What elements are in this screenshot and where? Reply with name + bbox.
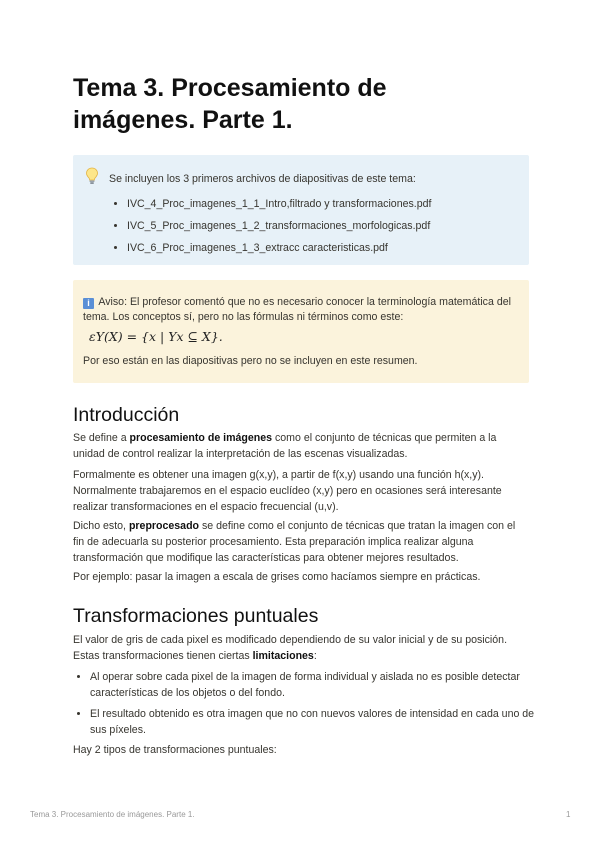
intro-p1-after: como el conjunto de técnicas que permiten a la unidad de control realizar la interpretación de las escenas visualizadas. xyxy=(73,432,497,460)
intro-heading: Introducción xyxy=(73,404,180,426)
lightbulb-icon xyxy=(85,167,99,185)
limitations-list xyxy=(73,669,546,743)
notice-text-body: Aviso: El profesor comentó que no es necesario conocer la terminología matemática del tema. Los conceptos sí, pero no las fórmulas ni términos como este: xyxy=(83,296,511,323)
info-icon: i xyxy=(83,298,94,309)
notice-footer: Por eso están en las diapositivas pero no se incluyen en este resumen. xyxy=(83,355,418,367)
list-item: • Al operar sobre cada pixel de la imagen de forma individual y aislada no es posible detectar características de los objetos o del fondo. xyxy=(90,669,546,701)
point-paragraph-2: Hay 2 tipos de transformaciones puntuales: xyxy=(73,744,277,756)
formula: εY(X) = {x | Yx ⊆ X}. xyxy=(89,329,223,344)
intro-p3-bold: preprocesado xyxy=(128,520,200,532)
file-item: • IVC_6_Proc_imagenes_1_3_extracc caracteristicas.pdf xyxy=(127,237,431,259)
point-p1-bold: limitaciones xyxy=(252,650,314,662)
point-p1-after: : xyxy=(313,650,317,662)
intro-p1-before: Se define a xyxy=(73,432,130,444)
file-item: • IVC_5_Proc_imagenes_1_2_transformaciones_morfologicas.pdf xyxy=(127,215,431,237)
point-p1-before: El valor de gris de cada pixel es modificado dependiendo de su valor inicial y de su posición. Estas transformaciones tienen ciertas xyxy=(73,634,508,662)
intro-paragraph-1 xyxy=(73,430,529,462)
intro-p3-after: se define como el conjunto de técnicas que tratan la imagen con el fin de adecuarla su posterior procesamiento. Esta preparación implica realizar alguna transformación que modifique las características para obtener mejores resultados. xyxy=(73,520,516,564)
list-item: • El resultado obtenido es otra imagen que no con nuevos valores de intensidad en cada uno de sus píxeles. xyxy=(90,706,546,738)
intro-paragraph-2: Formalmente es obtener una imagen g(x,y), a partir de f(x,y) usando una función h(x,y). Normalmente trabajaremos en el espacio euclídeo (x,y) pero en ocasiones será interesante realizar transformaciones en el espacio frecuencial (u,v). xyxy=(73,469,502,513)
footer-page-number: 1 xyxy=(566,810,571,819)
footer-doc-title: Tema 3. Procesamiento de imágenes. Parte 1. xyxy=(30,810,195,819)
page-title: Tema 3. Procesamiento de imágenes. Parte 1. xyxy=(73,74,387,134)
files-callout xyxy=(73,155,529,265)
point-paragraph-1 xyxy=(73,632,529,664)
file-item: • IVC_4_Proc_imagenes_1_1_Intro,filtrado y transformaciones.pdf xyxy=(127,193,431,215)
intro-paragraph-4: Por ejemplo: pasar la imagen a escala de grises como hacíamos siempre en prácticas. xyxy=(73,571,481,583)
intro-p1-bold: procesamiento de imágenes xyxy=(129,432,273,444)
files-intro: Se incluyen los 3 primeros archivos de diapositivas de este tema: xyxy=(109,173,416,185)
notice-text xyxy=(83,295,523,325)
intro-p3-before: Dicho esto, xyxy=(73,520,129,532)
notice-callout xyxy=(73,280,529,383)
intro-paragraph-3 xyxy=(73,518,529,566)
files-list xyxy=(109,193,431,259)
point-heading: Transformaciones puntuales xyxy=(73,605,319,627)
